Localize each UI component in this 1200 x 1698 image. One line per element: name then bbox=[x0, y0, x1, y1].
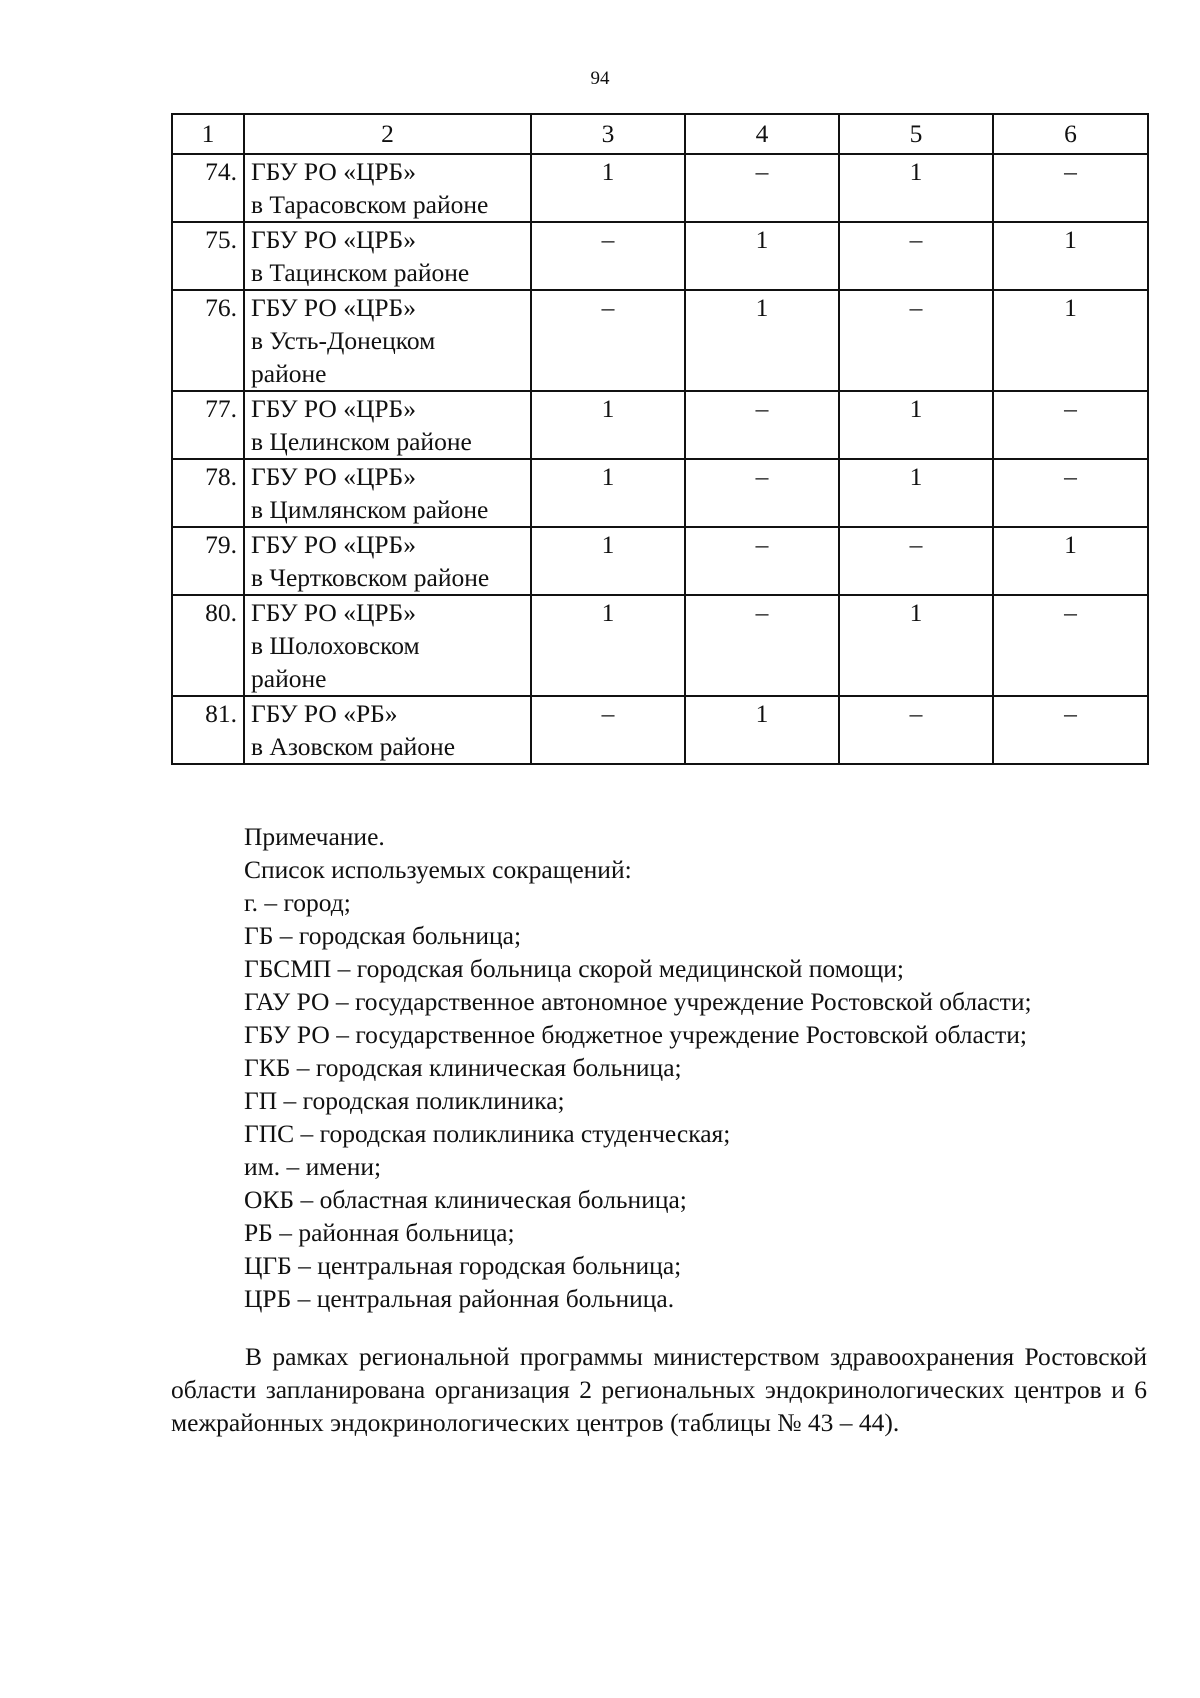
table-cell: 1 bbox=[531, 459, 685, 527]
table-cell: – bbox=[839, 696, 993, 764]
abbreviation-item: ГБСМП – городская больница скорой медицинской помощи; bbox=[244, 954, 904, 983]
table-cell: – bbox=[839, 222, 993, 290]
table-cell: – bbox=[685, 459, 839, 527]
table-cell: – bbox=[685, 391, 839, 459]
abbreviations-list-title: Список используемых сокращений: bbox=[244, 855, 632, 884]
facility-name bbox=[244, 154, 531, 222]
column-header: 6 bbox=[993, 114, 1148, 154]
table-cell: 1 bbox=[839, 154, 993, 222]
facility-name-line: в Шолоховском bbox=[251, 631, 420, 660]
table-cell: 1 bbox=[685, 696, 839, 764]
row-number: 76. bbox=[172, 290, 244, 391]
table-header-row bbox=[172, 114, 1148, 154]
row-number: 74. bbox=[172, 154, 244, 222]
abbreviation-item: ЦГБ – центральная городская больница; bbox=[244, 1251, 682, 1280]
table-cell: – bbox=[993, 459, 1148, 527]
table-cell: – bbox=[685, 527, 839, 595]
column-header: 5 bbox=[839, 114, 993, 154]
facility-name bbox=[244, 391, 531, 459]
abbreviation-item: ОКБ – областная клиническая больница; bbox=[244, 1185, 687, 1214]
table-row bbox=[172, 696, 1148, 764]
page-number: 94 bbox=[590, 68, 610, 89]
table-cell: 1 bbox=[993, 222, 1148, 290]
table-cell: 1 bbox=[531, 391, 685, 459]
facility-name-line: районе bbox=[251, 359, 327, 388]
facility-name-line: в Чертковском районе bbox=[251, 563, 490, 592]
table-cell: 1 bbox=[993, 527, 1148, 595]
facility-name-line: в Тацинском районе bbox=[251, 258, 470, 287]
abbreviation-item: ГП – городская поликлиника; bbox=[244, 1086, 565, 1115]
table-row bbox=[172, 527, 1148, 595]
table-cell: 1 bbox=[685, 222, 839, 290]
abbreviation-item: г. – город; bbox=[244, 888, 351, 917]
table-cell: – bbox=[685, 154, 839, 222]
body-paragraph: В рамках региональной программы министерством здравоохранения Ростовской области запланирована организация 2 региональных эндокринологических центров и 6 межрайонных эндокринологических центров (таблицы № 43 – 44). bbox=[171, 1342, 1147, 1437]
abbreviation-item: им. – имени; bbox=[244, 1152, 382, 1181]
facility-name-line: в Азовском районе bbox=[251, 732, 456, 761]
table-cell: 1 bbox=[531, 154, 685, 222]
facility-name-line: ГБУ РО «ЦРБ» bbox=[251, 225, 416, 254]
column-header: 3 bbox=[531, 114, 685, 154]
facility-name bbox=[244, 222, 531, 290]
abbreviations-note bbox=[244, 820, 1144, 1315]
table-cell: 1 bbox=[531, 527, 685, 595]
table-row bbox=[172, 154, 1148, 222]
table-row bbox=[172, 459, 1148, 527]
table-cell: 1 bbox=[531, 595, 685, 696]
facility-name-line: ГБУ РО «ЦРБ» bbox=[251, 462, 416, 491]
facility-name-line: ГБУ РО «ЦРБ» bbox=[251, 530, 416, 559]
facility-name-line: ГБУ РО «ЦРБ» bbox=[251, 293, 416, 322]
row-number: 78. bbox=[172, 459, 244, 527]
table-cell: 1 bbox=[993, 290, 1148, 391]
abbreviation-item: ГПС – городская поликлиника студенческая; bbox=[244, 1119, 731, 1148]
table-cell: 1 bbox=[685, 290, 839, 391]
abbreviation-item: ГБУ РО – государственное бюджетное учреждение Ростовской области; bbox=[244, 1020, 1028, 1049]
table-cell: – bbox=[993, 154, 1148, 222]
facility-name bbox=[244, 459, 531, 527]
column-header: 2 bbox=[244, 114, 531, 154]
facility-name bbox=[244, 696, 531, 764]
facility-name-line: ГБУ РО «РБ» bbox=[251, 699, 398, 728]
abbreviation-item: ГАУ РО – государственное автономное учреждение Ростовской области; bbox=[244, 987, 1032, 1016]
facility-name-line: районе bbox=[251, 664, 327, 693]
table-cell: – bbox=[993, 391, 1148, 459]
row-number: 77. bbox=[172, 391, 244, 459]
table-cell: 1 bbox=[839, 595, 993, 696]
row-number: 81. bbox=[172, 696, 244, 764]
table-row bbox=[172, 222, 1148, 290]
table-cell: 1 bbox=[839, 459, 993, 527]
facility-name-line: в Тарасовском районе bbox=[251, 190, 489, 219]
row-number: 75. bbox=[172, 222, 244, 290]
abbreviation-item: ГКБ – городская клиническая больница; bbox=[244, 1053, 682, 1082]
column-header: 1 bbox=[172, 114, 244, 154]
facility-name-line: в Цимлянском районе bbox=[251, 495, 489, 524]
facility-name-line: ГБУ РО «ЦРБ» bbox=[251, 157, 416, 186]
facility-name-line: в Целинском районе bbox=[251, 427, 472, 456]
facility-name-line: в Усть-Донецком bbox=[251, 326, 436, 355]
abbreviation-item: РБ – районная больница; bbox=[244, 1218, 515, 1247]
table-cell: – bbox=[993, 595, 1148, 696]
table-cell: – bbox=[531, 222, 685, 290]
note-title: Примечание. bbox=[244, 822, 385, 851]
table-cell: – bbox=[531, 290, 685, 391]
row-number: 79. bbox=[172, 527, 244, 595]
abbreviation-item: ЦРБ – центральная районная больница. bbox=[244, 1284, 675, 1313]
table-row bbox=[172, 391, 1148, 459]
facility-name bbox=[244, 290, 531, 391]
facility-name bbox=[244, 527, 531, 595]
table-cell: – bbox=[531, 696, 685, 764]
facilities-table bbox=[171, 113, 1149, 765]
table-cell: – bbox=[993, 696, 1148, 764]
table-cell: – bbox=[685, 595, 839, 696]
facility-name-line: ГБУ РО «ЦРБ» bbox=[251, 394, 416, 423]
column-header: 4 bbox=[685, 114, 839, 154]
row-number: 80. bbox=[172, 595, 244, 696]
table-row bbox=[172, 290, 1148, 391]
facility-name bbox=[244, 595, 531, 696]
table-row bbox=[172, 595, 1148, 696]
table-cell: – bbox=[839, 290, 993, 391]
table-cell: 1 bbox=[839, 391, 993, 459]
table-cell: – bbox=[839, 527, 993, 595]
abbreviation-item: ГБ – городская больница; bbox=[244, 921, 522, 950]
facility-name-line: ГБУ РО «ЦРБ» bbox=[251, 598, 416, 627]
